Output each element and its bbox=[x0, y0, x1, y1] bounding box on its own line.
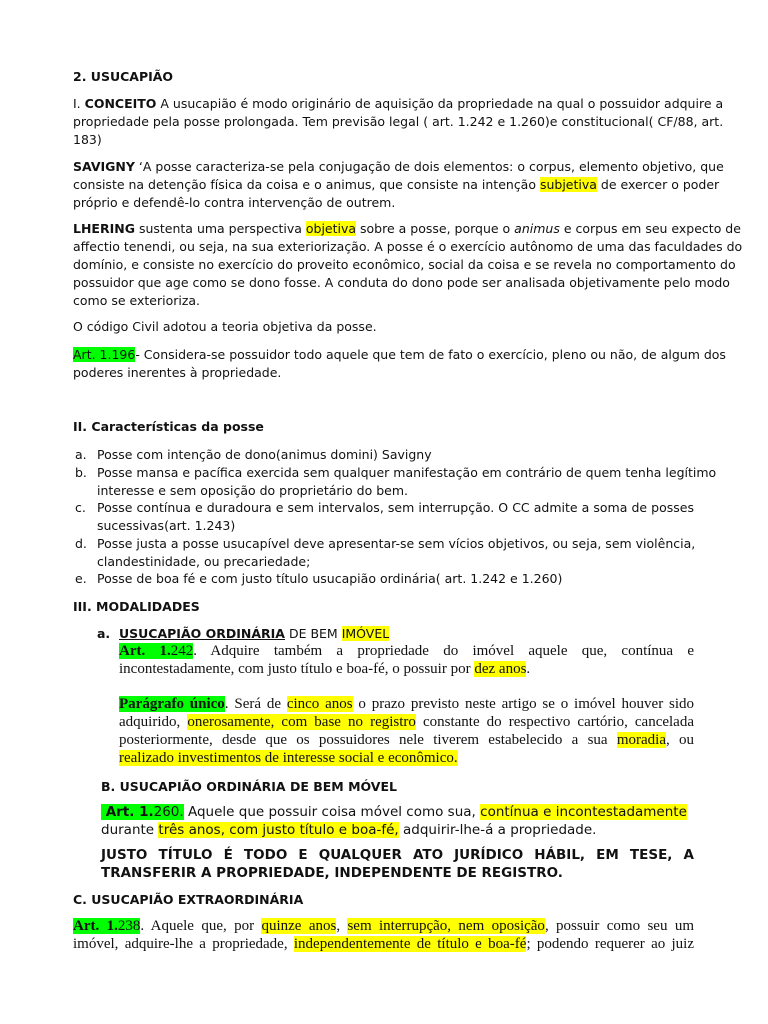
list-item-text: Posse contínua e duradoura e sem intervalos, sem interrupção. O CC admite a soma de posses bbox=[97, 500, 694, 515]
conceito-text: 183) bbox=[73, 132, 102, 147]
conceito-label: CONCEITO bbox=[84, 96, 157, 111]
art-1260-text: Aquele que possuir coisa móvel como sua, bbox=[183, 804, 481, 820]
list-item-text: Posse mansa e pacífica exercida sem qualquer manifestação em contrário de quem tenha legítimo bbox=[97, 465, 717, 480]
title-usucapiao-ordinaria: USUCAPIÃO ORDINÁRIA bbox=[119, 626, 285, 641]
paragraph-lhering bbox=[73, 220, 743, 310]
list-item bbox=[75, 570, 694, 588]
highlight-subjetiva: subjetiva bbox=[539, 177, 597, 192]
highlight-moradia: moradia bbox=[616, 732, 666, 748]
list-marker: a. bbox=[75, 447, 87, 462]
section-heading-caracteristicas: II. Características da posse bbox=[73, 419, 264, 434]
art-1238-text: . Aquele que, por bbox=[140, 918, 262, 934]
list-item-text: sucessivas(art. 1.243) bbox=[97, 517, 236, 533]
lhering-text: sustenta uma perspectiva bbox=[134, 221, 306, 236]
art-1242-text: incontestadamente, com justo título e boa-fé, o possuir por bbox=[119, 661, 475, 677]
list-item bbox=[75, 446, 694, 464]
paragraph-codigo-civil: O código Civil adotou a teoria objetiva da posse. bbox=[73, 319, 377, 334]
justo-titulo-line: JUSTO TÍTULO É TODO E QUALQUER ATO JURÍDICO HÁBIL, EM TESE, A bbox=[101, 847, 694, 863]
list-item-text: clandestinidade, ou precariedade; bbox=[97, 553, 311, 569]
art-1196-text: - Considera-se possuidor todo aquele que tem de fato o exercício, pleno ou não, de algum dos bbox=[135, 347, 726, 362]
paragrafo-text: adquirido, bbox=[119, 714, 188, 730]
art-1242-text: . bbox=[526, 661, 531, 677]
highlight-sem-interrupcao: sem interrupção, nem oposição bbox=[347, 918, 545, 934]
art-1260-label: Art. 1. bbox=[101, 804, 154, 820]
paragraph-art-1260 bbox=[101, 803, 694, 839]
art-1260-number: 260. bbox=[153, 804, 184, 820]
highlight-tres-anos: três anos, com justo título e boa-fé, bbox=[158, 822, 399, 838]
art-1196-label: Art. 1.196 bbox=[73, 347, 136, 362]
savigny-text: de exercer o poder bbox=[596, 177, 720, 192]
section-heading-b: B. USUCAPIÃO ORDINÁRIA DE BEM MÓVEL bbox=[101, 779, 397, 794]
paragraph-art-1196 bbox=[73, 346, 726, 382]
highlight-objetiva: objetiva bbox=[305, 221, 357, 236]
art-1238-text: imóvel, adquire-lhe a propriedade, bbox=[73, 936, 294, 952]
list-item-text: Posse de boa fé e com justo título usucapião ordinária( art. 1.242 e 1.260) bbox=[97, 571, 563, 586]
conceito-text: A usucapião é modo originário de aquisição da propriedade na qual o possuidor adquire a bbox=[156, 96, 724, 111]
lhering-text: affectio tenendi, ou seja, na sua exteriorização. A posse é o exercício autônomo de uma das faculdades do bbox=[73, 239, 743, 254]
highlight-investimentos: realizado investimentos de interesse social e econômico. bbox=[119, 750, 458, 766]
list-marker: d. bbox=[75, 536, 87, 551]
art-1242-number: 242 bbox=[170, 643, 194, 659]
paragraph-conceito bbox=[73, 95, 724, 149]
title-rest: DE BEM bbox=[284, 626, 342, 641]
lhering-text: domínio, e consiste no exercício do proveito econômico, social da coisa e se revela no comportamento do bbox=[73, 257, 736, 272]
paragraph-savigny bbox=[73, 158, 724, 212]
list-marker: b. bbox=[75, 465, 87, 480]
art-1238-label: Art. 1. bbox=[73, 918, 118, 934]
list-item-text: Posse justa a posse usucapível deve apresentar-se sem vícios objetivos, ou seja, sem violência, bbox=[97, 536, 696, 551]
conceito-text: propriedade pela posse prolongada. Tem previsão legal ( art. 1.242 e 1.260)e constitucional( CF/88, art. bbox=[73, 114, 724, 129]
art-1260-text: adquirir-lhe-á a propriedade. bbox=[398, 822, 597, 838]
paragrafo-text: constante do respectivo cartório, cancelada bbox=[415, 714, 694, 730]
art-1260-text: durante bbox=[101, 822, 159, 838]
art-1238-text: , bbox=[336, 918, 348, 934]
list-item-text: interesse e sem oposição do proprietário do bem. bbox=[97, 482, 408, 498]
highlight-cinco-anos: cinco anos bbox=[286, 696, 353, 712]
highlight-quinze-anos: quinze anos bbox=[261, 918, 337, 934]
art-1238-text: , possuir como seu um bbox=[544, 918, 694, 934]
list-item bbox=[75, 535, 696, 570]
animus-italic: animus bbox=[514, 221, 560, 236]
art-1242-label: Art. 1. bbox=[119, 643, 171, 659]
section-heading-usucapiao: 2. USUCAPIÃO bbox=[73, 69, 174, 84]
highlight-independentemente: independentemente de título e boa-fé bbox=[293, 936, 527, 952]
conceito-prefix: I. bbox=[73, 96, 85, 111]
section-heading-modalidades: III. MODALIDADES bbox=[73, 599, 200, 614]
paragrafo-text: o prazo previsto neste artigo se o imóvel houver sido bbox=[352, 696, 695, 712]
lhering-text: e corpus em seu expecto de bbox=[559, 221, 741, 236]
list-marker: e. bbox=[75, 571, 87, 586]
highlight-continua: contínua e incontestadamente bbox=[480, 804, 687, 820]
list-marker: c. bbox=[75, 500, 86, 515]
list-item-text: Posse com intenção de dono(animus domini) Savigny bbox=[97, 447, 432, 462]
paragraph-justo-titulo bbox=[101, 846, 694, 882]
lhering-label: LHERING bbox=[73, 221, 135, 236]
savigny-text: consiste na detenção física da coisa e o animus, que consiste na intenção bbox=[73, 177, 540, 192]
paragraph-paragrafo-unico bbox=[119, 695, 694, 767]
highlight-dez-anos: dez anos bbox=[474, 661, 527, 677]
savigny-text: ‘A posse caracteriza-se pela conjugação de dois elementos: o corpus, elemento objetivo, que bbox=[134, 159, 724, 174]
paragrafo-text: . Será de bbox=[224, 696, 287, 712]
lhering-text: como se exterioriza. bbox=[73, 293, 201, 308]
paragrafo-unico-label: Parágrafo único bbox=[119, 696, 225, 712]
art-1242-text: . Adquire também a propriedade do imóvel aquele que, contínua e bbox=[193, 643, 694, 659]
highlight-onerosamente: onerosamente, com base no registro bbox=[187, 714, 416, 730]
paragrafo-text: posteriormente, desde que os possuidores nele tiverem estabelecido a sua bbox=[119, 732, 617, 748]
art-1238-text: ; podendo requerer ao juiz bbox=[526, 936, 695, 952]
section-heading-c: C. USUCAPIÃO EXTRAORDINÁRIA bbox=[73, 892, 304, 907]
art-1238-number: 238 bbox=[117, 918, 141, 934]
lhering-text: possuidor que age como se dono fosse. A conduta do dono pode ser analisada objetivamente pelo modo bbox=[73, 275, 730, 290]
list-marker: a. bbox=[97, 626, 111, 641]
savigny-text: próprio e defendê-lo contra intervenção de outrem. bbox=[73, 195, 396, 210]
justo-titulo-line: TRANSFERIR A PROPRIEDADE, INDEPENDENTE DE REGISTRO. bbox=[101, 865, 563, 881]
savigny-label: SAVIGNY bbox=[73, 159, 135, 174]
paragraph-art-1238 bbox=[73, 917, 694, 953]
highlight-imovel: IMÓVEL bbox=[341, 626, 390, 641]
list-item bbox=[75, 499, 694, 534]
art-1196-text: poderes inerentes à propriedade. bbox=[73, 365, 282, 380]
list-item bbox=[75, 464, 717, 499]
lhering-text: sobre a posse, porque o bbox=[356, 221, 515, 236]
paragrafo-text: , ou bbox=[666, 732, 695, 748]
paragraph-art-1242 bbox=[119, 642, 694, 678]
